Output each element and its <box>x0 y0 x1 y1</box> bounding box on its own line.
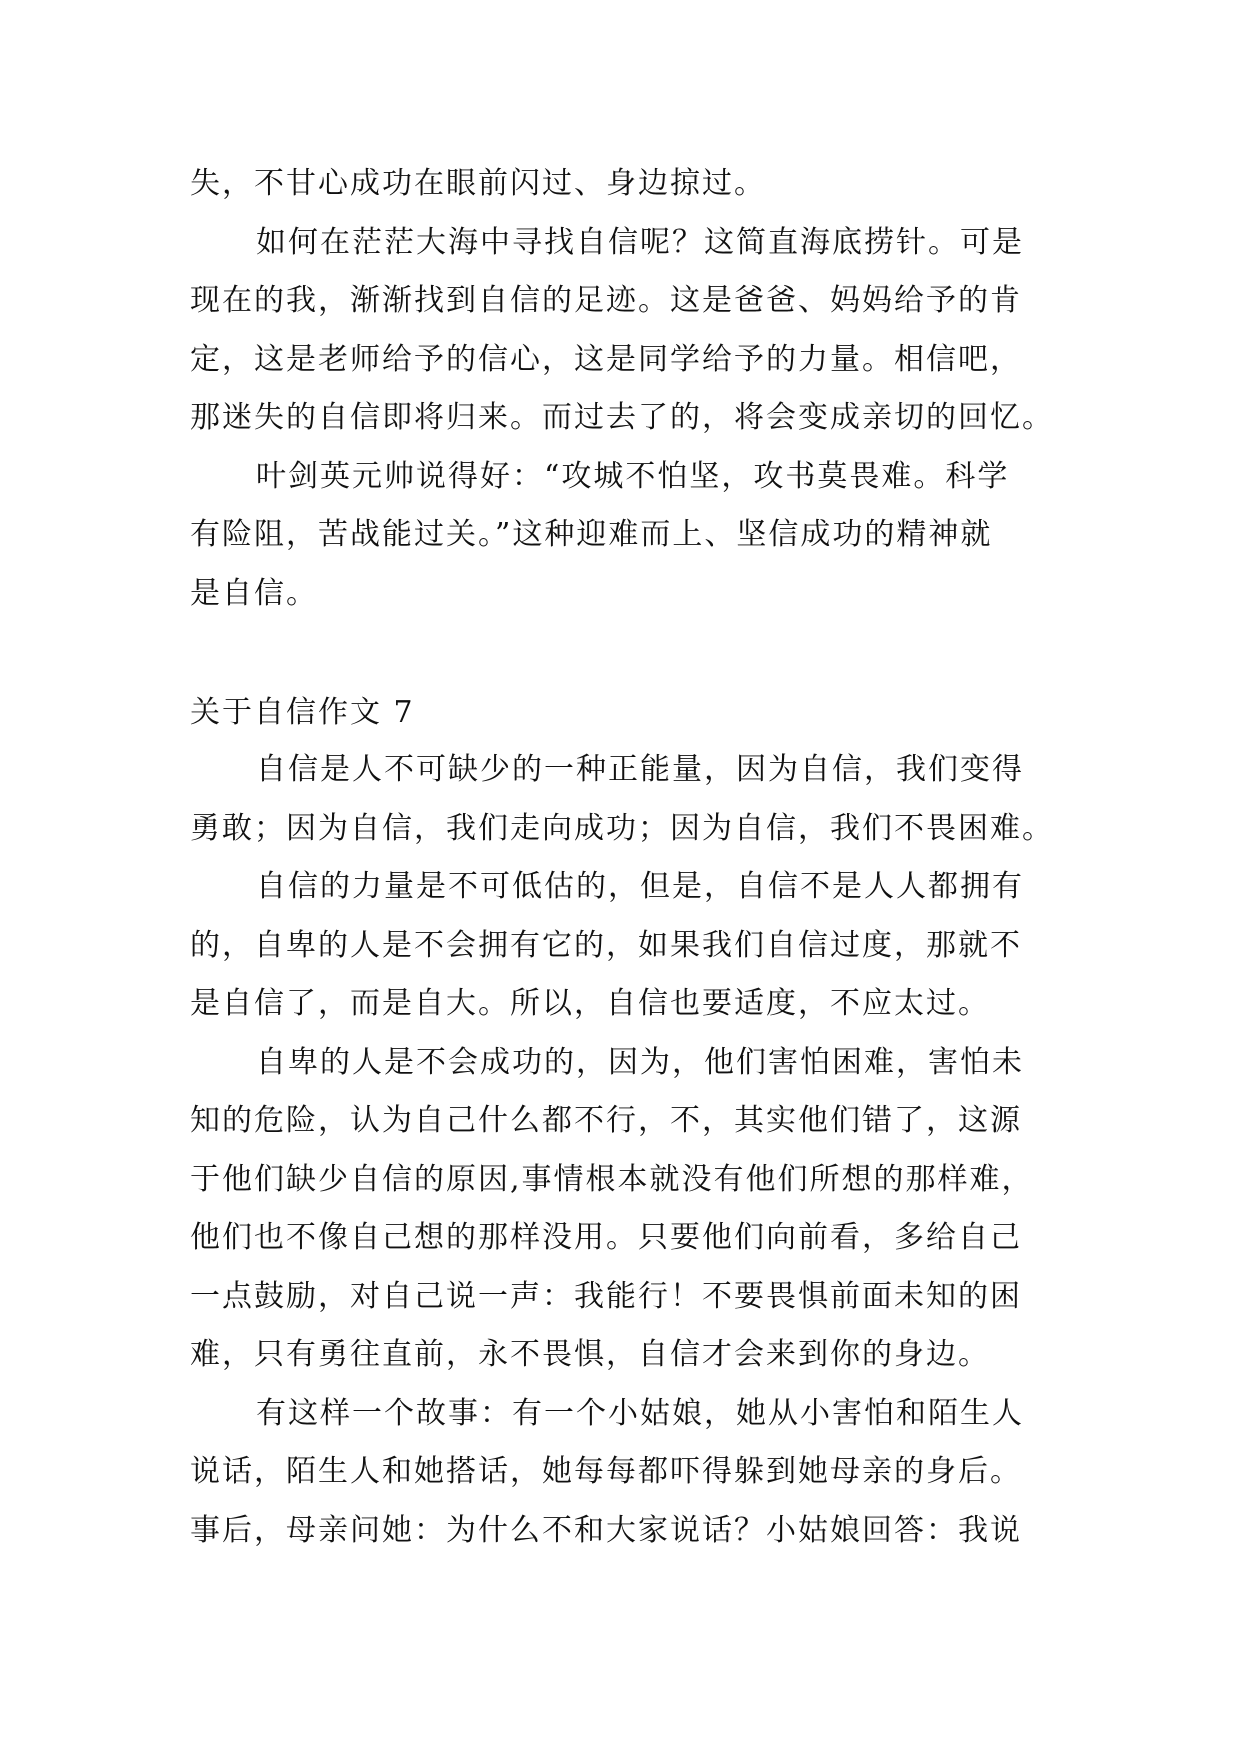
text-line: 有险阻，苦战能过关。”这种迎难而上、坚信成功的精神就 <box>190 517 993 552</box>
essay-body <box>190 741 1060 1560</box>
text-line: 有这样一个故事：有一个小姑娘，她从小害怕和陌生人 <box>256 1395 1024 1431</box>
text-line: 如何在茫茫大海中寻找自信呢？这简直海底捞针。可是 <box>256 224 1024 260</box>
text-line: 定，这是老师给予的信心，这是同学给予的力量。相信吧， <box>190 341 1022 377</box>
text-line: 于他们缺少自信的原因,事情根本就没有他们所想的那样难， <box>190 1161 1034 1197</box>
text-line: 那迷失的自信即将归来。而过去了的，将会变成亲切的回忆。 <box>190 400 1054 435</box>
text-line: 他们也不像自己想的那样没用。只要他们向前看，多给自己 <box>190 1220 1022 1255</box>
text-line: 难，只有勇往直前，永不畏惧，自信才会来到你的身边。 <box>190 1337 990 1372</box>
text-line: 一点鼓励，对自己说一声：我能行！不要畏惧前面未知的困 <box>190 1278 1022 1314</box>
section-heading: 关于自信作文 7 <box>190 695 415 730</box>
text-line: 的，自卑的人是不会拥有它的，如果我们自信过度，那就不 <box>190 927 1022 963</box>
text-line: 失，不甘心成功在眼前闪过、身边掠过。 <box>190 166 766 201</box>
text-line: 事后，母亲问她：为什么不和大家说话？小姑娘回答：我说 <box>190 1512 1022 1548</box>
text-line: 知的危险，认为自己什么都不行，不，其实他们错了，这源 <box>190 1103 1022 1138</box>
essay-continuation <box>190 155 1060 623</box>
text-line: 叶剑英元帅说得好：“攻城不怕坚，攻书莫畏难。科学 <box>256 458 1010 494</box>
text-line: 自信的力量是不可低估的，但是，自信不是人人都拥有 <box>256 869 1024 904</box>
text-line: 说话，陌生人和她搭话，她每每都吓得躲到她母亲的身后。 <box>190 1454 1022 1489</box>
text-line: 是自信。 <box>190 575 318 611</box>
text-line: 自卑的人是不会成功的，因为，他们害怕困难，害怕未 <box>256 1044 1024 1080</box>
text-line: 自信是人不可缺少的一种正能量，因为自信，我们变得 <box>256 752 1024 787</box>
text-line: 现在的我，渐渐找到自信的足迹。这是爸爸、妈妈给予的肯 <box>190 283 1022 318</box>
text-line: 是自信了，而是自大。所以，自信也要适度，不应太过。 <box>190 986 990 1021</box>
text-line: 勇敢；因为自信，我们走向成功；因为自信，我们不畏困难。 <box>190 810 1054 846</box>
